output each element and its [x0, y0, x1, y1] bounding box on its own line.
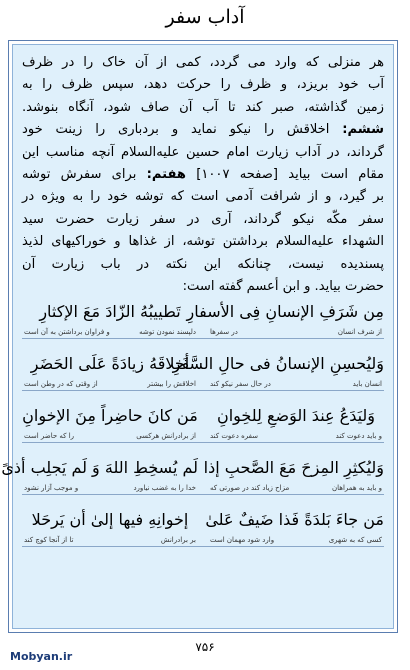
verse-text: مَن کانَ حاضِراً مِنَ الإخوانِ — [22, 406, 198, 425]
gloss-text: و فراوان برداشتن به آن است — [24, 328, 110, 336]
poem-hemistich-left — [22, 406, 198, 442]
page-header-title: آداب سفر — [165, 6, 245, 28]
body-line: هر منزلی که وارد می گردد، کمی از آن خاک را در ظرف — [22, 55, 384, 70]
verse-text: وَلیُحسِنِ الإنسانُ فی حالِ السَّفَرِ — [172, 354, 384, 373]
gloss-text: و موجب آزار نشود — [24, 484, 79, 492]
verse-gloss — [24, 430, 196, 442]
verse-gloss — [210, 378, 382, 390]
verse-gloss — [24, 534, 196, 546]
verse-text: أخلاقَهُ زیادَةً عَلَی الحَضَرِ — [30, 354, 190, 373]
poem-verse — [22, 302, 384, 339]
body-line — [22, 164, 384, 186]
poem-hemistich-right — [203, 458, 384, 494]
verse-gloss — [210, 534, 382, 546]
gloss-text: کسی که به شهری — [328, 536, 382, 544]
gloss-text: از وقتی که در وطن است — [24, 380, 98, 388]
gloss-text: خدا را به غضب نیاورد — [133, 484, 196, 492]
poem-verse — [22, 406, 384, 443]
verse-gloss — [210, 326, 382, 338]
poem-hemistich-left — [22, 302, 198, 338]
verse-gloss — [24, 326, 196, 338]
poem-verse — [1, 458, 384, 495]
gloss-text: در سفرها — [210, 328, 238, 336]
body-line: آب خود بریزد، و ظرف را حرکت دهد، سپس ظرف را به — [22, 77, 384, 93]
page-number: ۷۵۶ — [195, 640, 215, 654]
verse-gloss — [210, 430, 382, 442]
verse-text: مِن شَرَفِ الإنسانِ فِی الأسفارِ — [186, 302, 384, 321]
gloss-text: انسان باید — [352, 380, 382, 388]
section-label-sixth: ششم: — [342, 122, 384, 138]
poem-hemistich-right — [208, 406, 384, 442]
gloss-text: از شرف انسان — [337, 328, 382, 336]
verse-text: إخوانِهِ فیها إلیٰ أن یَرحَلا — [31, 510, 189, 529]
poem-hemistich-right — [186, 302, 384, 338]
gloss-text: و باید دعوت کند — [335, 432, 382, 440]
verse-text: وَلیُکثِرِ المِزحَ مَعَ الصَّحبِ إذا — [203, 458, 384, 477]
gloss-text: را که حاضر است — [24, 432, 75, 440]
gloss-text: بر برادرانش — [160, 536, 196, 544]
gloss-text: در حال سفر نیکو کند — [210, 380, 271, 388]
body-line: حضرت بیاید. و ابن أعسم گفته است: — [182, 278, 384, 294]
body-line: زمین گذاشته، صبر کند تا آب آن صاف شود، آنگاه بنوشد. — [22, 99, 384, 115]
section-label-seventh: هفتم: — [146, 166, 186, 182]
body-fragment: برای سفرش توشه — [22, 166, 137, 182]
poem-hemistich-left — [22, 510, 198, 546]
verse-text: تَطییبُهُ الزّادَ مَعَ الإکثارِ — [39, 302, 181, 321]
gloss-text: و باید به همراهان — [332, 484, 382, 492]
body-line: پسندیده نیست، چنانکه این نکته در باب زیارت آن — [22, 256, 384, 272]
site-watermark: Mobyan.ir — [10, 650, 73, 663]
poem-hemistich-left — [22, 354, 198, 390]
body-line: بر گیرد، و از شرافت آدمی است که توشه خود را به ویژه در — [22, 189, 384, 205]
verse-text: وَلیَدَعُ عِندَ الوَضعِ لِلخِوانِ — [216, 406, 376, 425]
verse-gloss — [210, 482, 382, 494]
gloss-text: وارد شود مهمان است — [210, 536, 275, 544]
poem-hemistich-right — [172, 354, 384, 390]
body-line — [22, 119, 384, 141]
poem-hemistich-right — [205, 510, 384, 546]
gloss-text: دلپسند نمودن توشه — [139, 328, 196, 336]
body-fragment: مقام است بیاید [صفحه ۱۰۰۷] — [196, 166, 384, 182]
body-line: الشهداء علیه‌السلام برداشتن توشه، از غذاها و خوراکیهای لذیذ — [22, 234, 384, 250]
gloss-text: مزاح زیاد کند در صورتی که — [210, 484, 290, 492]
verse-text: مَن جاءَ بَلدَةً فَذا ضَیفٌ عَلیٰ — [205, 510, 384, 529]
verse-gloss — [24, 378, 196, 390]
body-text — [22, 52, 384, 298]
verse-text: لَم یُسخِطِ اللهَ وَ لَم یَجلِب أذیً — [1, 458, 198, 477]
body-fragment: اخلاقش را نیکو نماید و بردباری را زینت خود — [22, 122, 330, 138]
body-line: گرداند، در آداب زیارت امام حسین علیه‌السلام آنچه مناسب این — [22, 144, 384, 160]
poem-hemistich-left — [1, 458, 198, 494]
gloss-text: سفره دعوت کند — [210, 432, 259, 440]
gloss-text: تا از آنجا کوچ کند — [24, 536, 74, 544]
verse-gloss — [24, 482, 196, 494]
body-line: سفر مکّه نیکو گرداند، آری در سفر زیارت حضرت سید — [22, 211, 384, 227]
gloss-text: از برادرانش هرکسی — [136, 432, 196, 440]
gloss-text: اخلاقش را بیشتر — [147, 380, 196, 388]
poem-verse — [22, 510, 384, 547]
poem-verse — [22, 354, 384, 391]
